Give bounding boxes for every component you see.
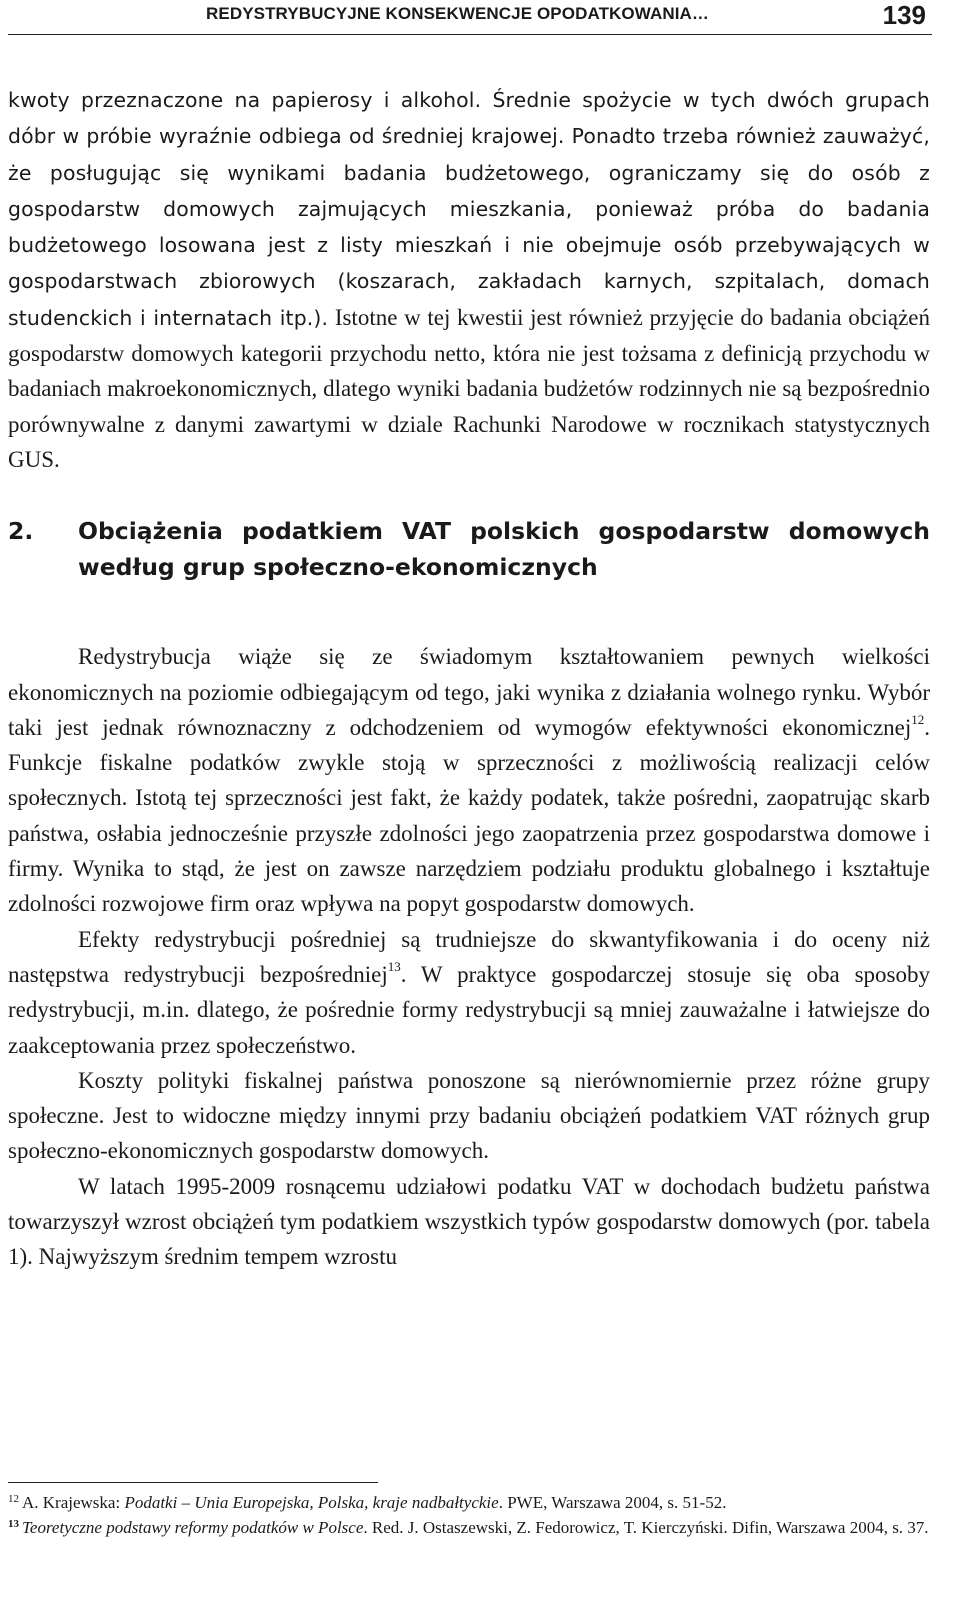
- intro-text-serif: Istotne w tej kwestii jest również przyjęcie do badania obciążeń gospodarstw domowych kategorii przychodu netto, która nie jest tożsama z definicją przychodu w badaniach makroekonomicznych, dlatego wyniki badania budżetów rodzinnych nie są bezpośrednio porównywalne z danymi zawartymi w dziale Rachunki Narodowe w rocznikach statystycznych GUS.: [8, 304, 930, 472]
- body-text: [8, 82, 930, 1275]
- footnotes: [8, 1490, 930, 1540]
- paragraph-2-text-a: Efekty redystrybucji pośredniej są trudniejsze do skwantyfikowania i do oceny niż następstwa redystrybucji bezpośredniej: [8, 926, 930, 987]
- section-number: 2.: [8, 517, 34, 546]
- footnote-ref-12[interactable]: 12: [911, 711, 925, 727]
- section-heading: [8, 513, 930, 585]
- footnote-13-title: Teoretyczne podstawy reformy podatków w Polsce: [22, 1518, 364, 1537]
- footnote-12-rest: . PWE, Warszawa 2004, s. 51-52.: [498, 1493, 727, 1512]
- paragraph-1-text-b: . Funkcje fiskalne podatków zwykle stoją w sprzeczności z możliwością realizacji celów społecznych. Istotą tej sprzeczności jest fakt, że każdy podatek, także pośredni, zaopatrując skarb państwa, osłabia jednocześnie przyszłe zdolności jego zaopatrzenia przez gospodarstwa domowe i firmy. Wynika to stąd, że jest on zawsze narzędziem podziału produktu globalnego i kształtuje zdolności rozwojowe firm oraz wpływa na popyt gospodarstw domowych.: [8, 714, 930, 917]
- paragraph-2-text-b: . W praktyce gospodarczej stosuje się oba sposoby redystrybucji, m.in. dlatego, że pośrednie formy redystrybucji są mniej zauważalne i łatwiejsze do zaakceptowania przez społeczeństwo.: [8, 961, 930, 1058]
- intro-text-sans: kwoty przeznaczone na papierosy i alkohol. Średnie spożycie w tych dwóch grupach dóbr w próbie wyraźnie odbiega od średniej krajowej. Ponadto trzeba również zauważyć, że posługując się wynikami badania budżetowego, ograniczamy się do osób z gospodarstw domowych zajmujących mieszkania, ponieważ próba do badania budżetowego losowana jest z listy mieszkań i nie obejmuje osób przebywających w gospodarstwach zbiorowych (koszarach, zakładach karnych, szpitalach, domach studenckich i internatach itp.).: [8, 88, 930, 330]
- paragraph-2: [8, 922, 930, 1063]
- footnote-12-mark: 12: [8, 1493, 19, 1505]
- footnote-13-mark: 13: [8, 1518, 19, 1530]
- section-title: Obciążenia podatkiem VAT polskich gospodarstw domowych według grup społeczno-ekonomicznych: [78, 517, 930, 582]
- page-number: 139: [882, 0, 926, 30]
- footnote-divider: [8, 1482, 378, 1483]
- paragraph-1-text-a: Redystrybucja wiąże się ze świadomym kształtowaniem pewnych wielkości ekonomicznych na poziomie odbiegającym od tego, jaki wynika z działania wolnego rynku. Wybór taki jest jednak równoznaczny z odchodzeniem od wymogów efektywności ekonomicznej: [8, 644, 930, 740]
- running-title: REDYSTRYBUCYJNE KONSEKWENCJE OPODATKOWANIA…: [206, 4, 710, 23]
- intro-paragraph: [8, 82, 930, 477]
- footnote-ref-13[interactable]: 13: [387, 958, 401, 974]
- paragraph-1: [8, 639, 930, 921]
- footnote-13-rest: . Red. J. Ostaszewski, Z. Fedorowicz, T. Kierczyński. Difin, Warszawa 2004, s. 37.: [363, 1518, 929, 1537]
- footnote-12-author: A. Krajewska:: [22, 1493, 125, 1512]
- paragraph-4: W latach 1995-2009 rosnącemu udziałowi podatku VAT w dochodach budżetu państwa towarzyszył wzrost obciążeń tym podatkiem wszystkich typów gospodarstw domowych (por. tabela 1). Najwyższym średnim tempem wzrostu: [8, 1173, 930, 1270]
- footnote-12-title: Podatki – Unia Europejska, Polska, kraje nadbałtyckie: [124, 1493, 499, 1512]
- footnote-12: [8, 1490, 930, 1515]
- footnote-13: [8, 1515, 930, 1540]
- running-header: [8, 0, 932, 35]
- paragraph-3: Koszty polityki fiskalnej państwa ponoszone są nierównomiernie przez różne grupy społeczne. Jest to widoczne między innymi przy badaniu obciążeń podatkiem VAT różnych grup społeczno-ekonomicznych gospodarstw domowych.: [8, 1067, 930, 1164]
